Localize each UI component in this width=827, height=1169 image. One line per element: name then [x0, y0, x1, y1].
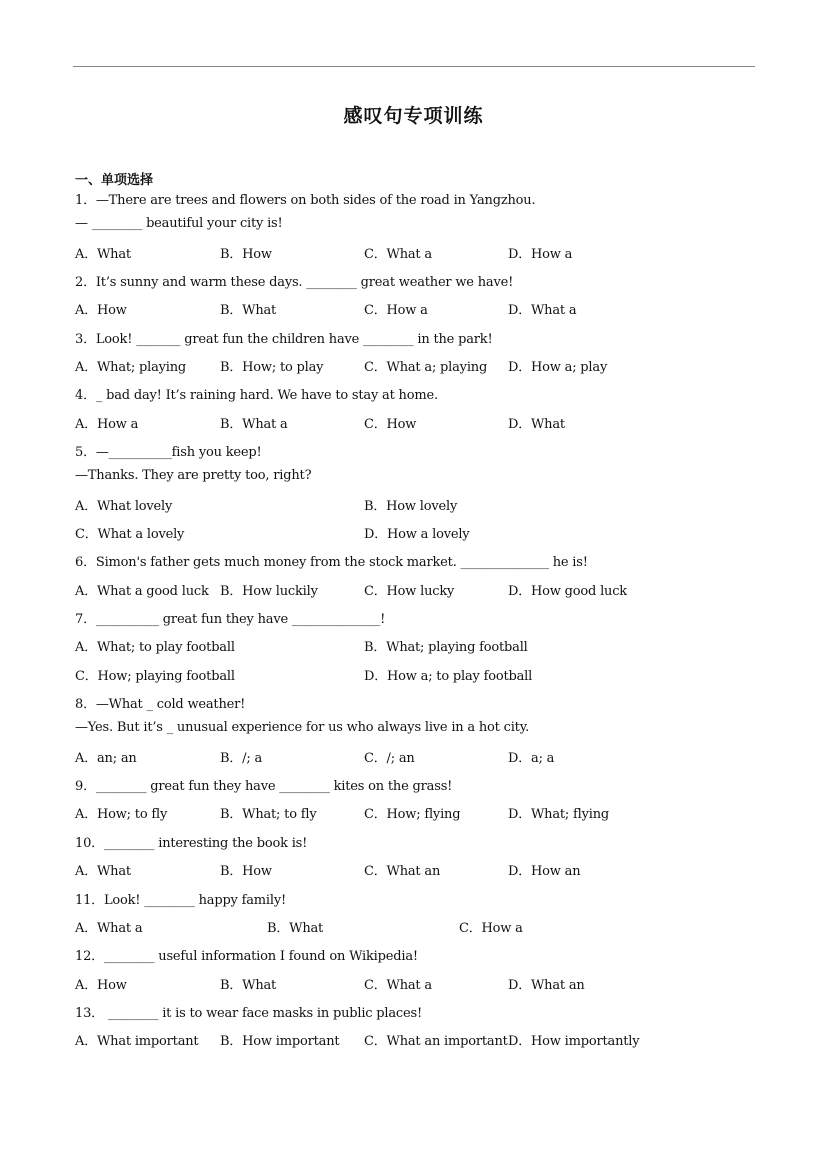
option-a[interactable]: A．What lovely: [75, 499, 173, 514]
option-c[interactable]: C．/; an: [364, 751, 415, 766]
question-1-options: [75, 243, 755, 261]
question-9-text: 9．________ great fun they have ________ kites on the grass!: [75, 779, 453, 794]
option-c[interactable]: C．How a: [459, 921, 523, 936]
option-c[interactable]: C．What a lovely: [75, 527, 185, 542]
option-a[interactable]: A．How: [75, 303, 127, 318]
option-b[interactable]: B．How important: [220, 1034, 340, 1049]
option-b[interactable]: B．What: [267, 921, 324, 936]
section-heading: 一、单项选择: [75, 173, 154, 188]
question-1-text-2: — ________ beautiful your city is!: [75, 216, 283, 231]
option-d[interactable]: D．How good luck: [508, 584, 627, 599]
option-a[interactable]: A．What: [75, 247, 131, 262]
option-c[interactable]: C．How a: [364, 303, 428, 318]
question-10-text: 10．________ interesting the book is!: [75, 836, 308, 851]
option-d[interactable]: D．a; a: [508, 751, 555, 766]
option-c[interactable]: C．What a: [364, 978, 432, 993]
option-d[interactable]: D．What a: [508, 303, 577, 318]
question-5-text-2: —Thanks. They are pretty too, right?: [75, 468, 312, 483]
option-d[interactable]: D．How a lovely: [364, 527, 470, 542]
option-d[interactable]: D．What an: [508, 978, 585, 993]
option-d[interactable]: D．How a: [508, 247, 573, 262]
option-c[interactable]: C．What an important: [364, 1034, 508, 1049]
option-d[interactable]: D．How a; play: [508, 360, 608, 375]
option-c[interactable]: C．How: [364, 417, 417, 432]
question-9-options: [75, 803, 755, 821]
question-12-options: [75, 974, 755, 992]
option-b[interactable]: B．What; to fly: [220, 807, 317, 822]
option-c[interactable]: C．What a; playing: [364, 360, 488, 375]
question-8-text-2: —Yes. But it’s _ unusual experience for us who always live in a hot city.: [75, 720, 530, 735]
option-a[interactable]: A．What; to play football: [75, 640, 235, 655]
option-a[interactable]: A．What a: [75, 921, 143, 936]
question-13-options: [75, 1030, 755, 1048]
option-a[interactable]: A．How a: [75, 417, 139, 432]
option-a[interactable]: A．How: [75, 978, 127, 993]
page-title: 感叹句专项训练: [343, 105, 484, 127]
option-d[interactable]: D．What; flying: [508, 807, 610, 822]
option-b[interactable]: B．What: [220, 303, 277, 318]
question-3-text: 3．Look! _______ great fun the children have ________ in the park!: [75, 332, 493, 347]
question-2-text: 2．It’s sunny and warm these days. ________ great weather we have!: [75, 275, 514, 290]
question-13-text: 13． ________ it is to wear face masks in public places!: [75, 1006, 422, 1021]
option-d[interactable]: D．How a; to play football: [364, 669, 533, 684]
question-10-options: [75, 860, 755, 878]
option-c[interactable]: C．How; flying: [364, 807, 461, 822]
option-c[interactable]: C．What an: [364, 864, 441, 879]
option-c[interactable]: C．What a: [364, 247, 432, 262]
question-7-options-row2: [75, 665, 755, 683]
option-c[interactable]: C．How lucky: [364, 584, 455, 599]
question-11-options: [75, 917, 755, 935]
question-12-text: 12．________ useful information I found on Wikipedia!: [75, 949, 418, 964]
question-4-options: [75, 413, 755, 431]
question-3-options: [75, 356, 755, 374]
question-1-text: 1．—There are trees and flowers on both sides of the road in Yangzhou.: [75, 193, 536, 208]
option-b[interactable]: B．What a: [220, 417, 288, 432]
question-6-options: [75, 580, 755, 598]
option-b[interactable]: B．How lovely: [364, 499, 458, 514]
question-5-options-row1: [75, 495, 755, 513]
question-6-text: 6．Simon's father gets much money from the stock market. ______________ he is!: [75, 555, 588, 570]
header-rule: [73, 66, 755, 67]
option-a[interactable]: A．an; an: [75, 751, 137, 766]
option-b[interactable]: B．What: [220, 978, 277, 993]
option-d[interactable]: D．How an: [508, 864, 581, 879]
question-5-options-row2: [75, 523, 755, 541]
option-b[interactable]: B．How: [220, 247, 272, 262]
question-7-options-row1: [75, 636, 755, 654]
option-a[interactable]: A．How; to fly: [75, 807, 168, 822]
option-b[interactable]: B．How luckily: [220, 584, 318, 599]
option-c[interactable]: C．How; playing football: [75, 669, 235, 684]
question-8-text: 8．—What _ cold weather!: [75, 697, 246, 712]
question-4-text: 4．_ bad day! It’s raining hard. We have to stay at home.: [75, 388, 438, 403]
option-a[interactable]: A．What: [75, 864, 131, 879]
question-7-text: 7．__________ great fun they have ______________!: [75, 612, 386, 627]
question-8-options: [75, 747, 755, 765]
question-2-options: [75, 299, 755, 317]
option-a[interactable]: A．What; playing: [75, 360, 187, 375]
option-a[interactable]: A．What important: [75, 1034, 199, 1049]
option-b[interactable]: B．/; a: [220, 751, 262, 766]
option-b[interactable]: B．How; to play: [220, 360, 324, 375]
question-5-text: 5．—__________fish you keep!: [75, 445, 262, 460]
option-d[interactable]: D．What: [508, 417, 565, 432]
option-b[interactable]: B．What; playing football: [364, 640, 528, 655]
option-b[interactable]: B．How: [220, 864, 272, 879]
option-d[interactable]: D．How importantly: [508, 1034, 640, 1049]
question-11-text: 11．Look! ________ happy family!: [75, 893, 287, 908]
option-a[interactable]: A．What a good luck: [75, 584, 209, 599]
